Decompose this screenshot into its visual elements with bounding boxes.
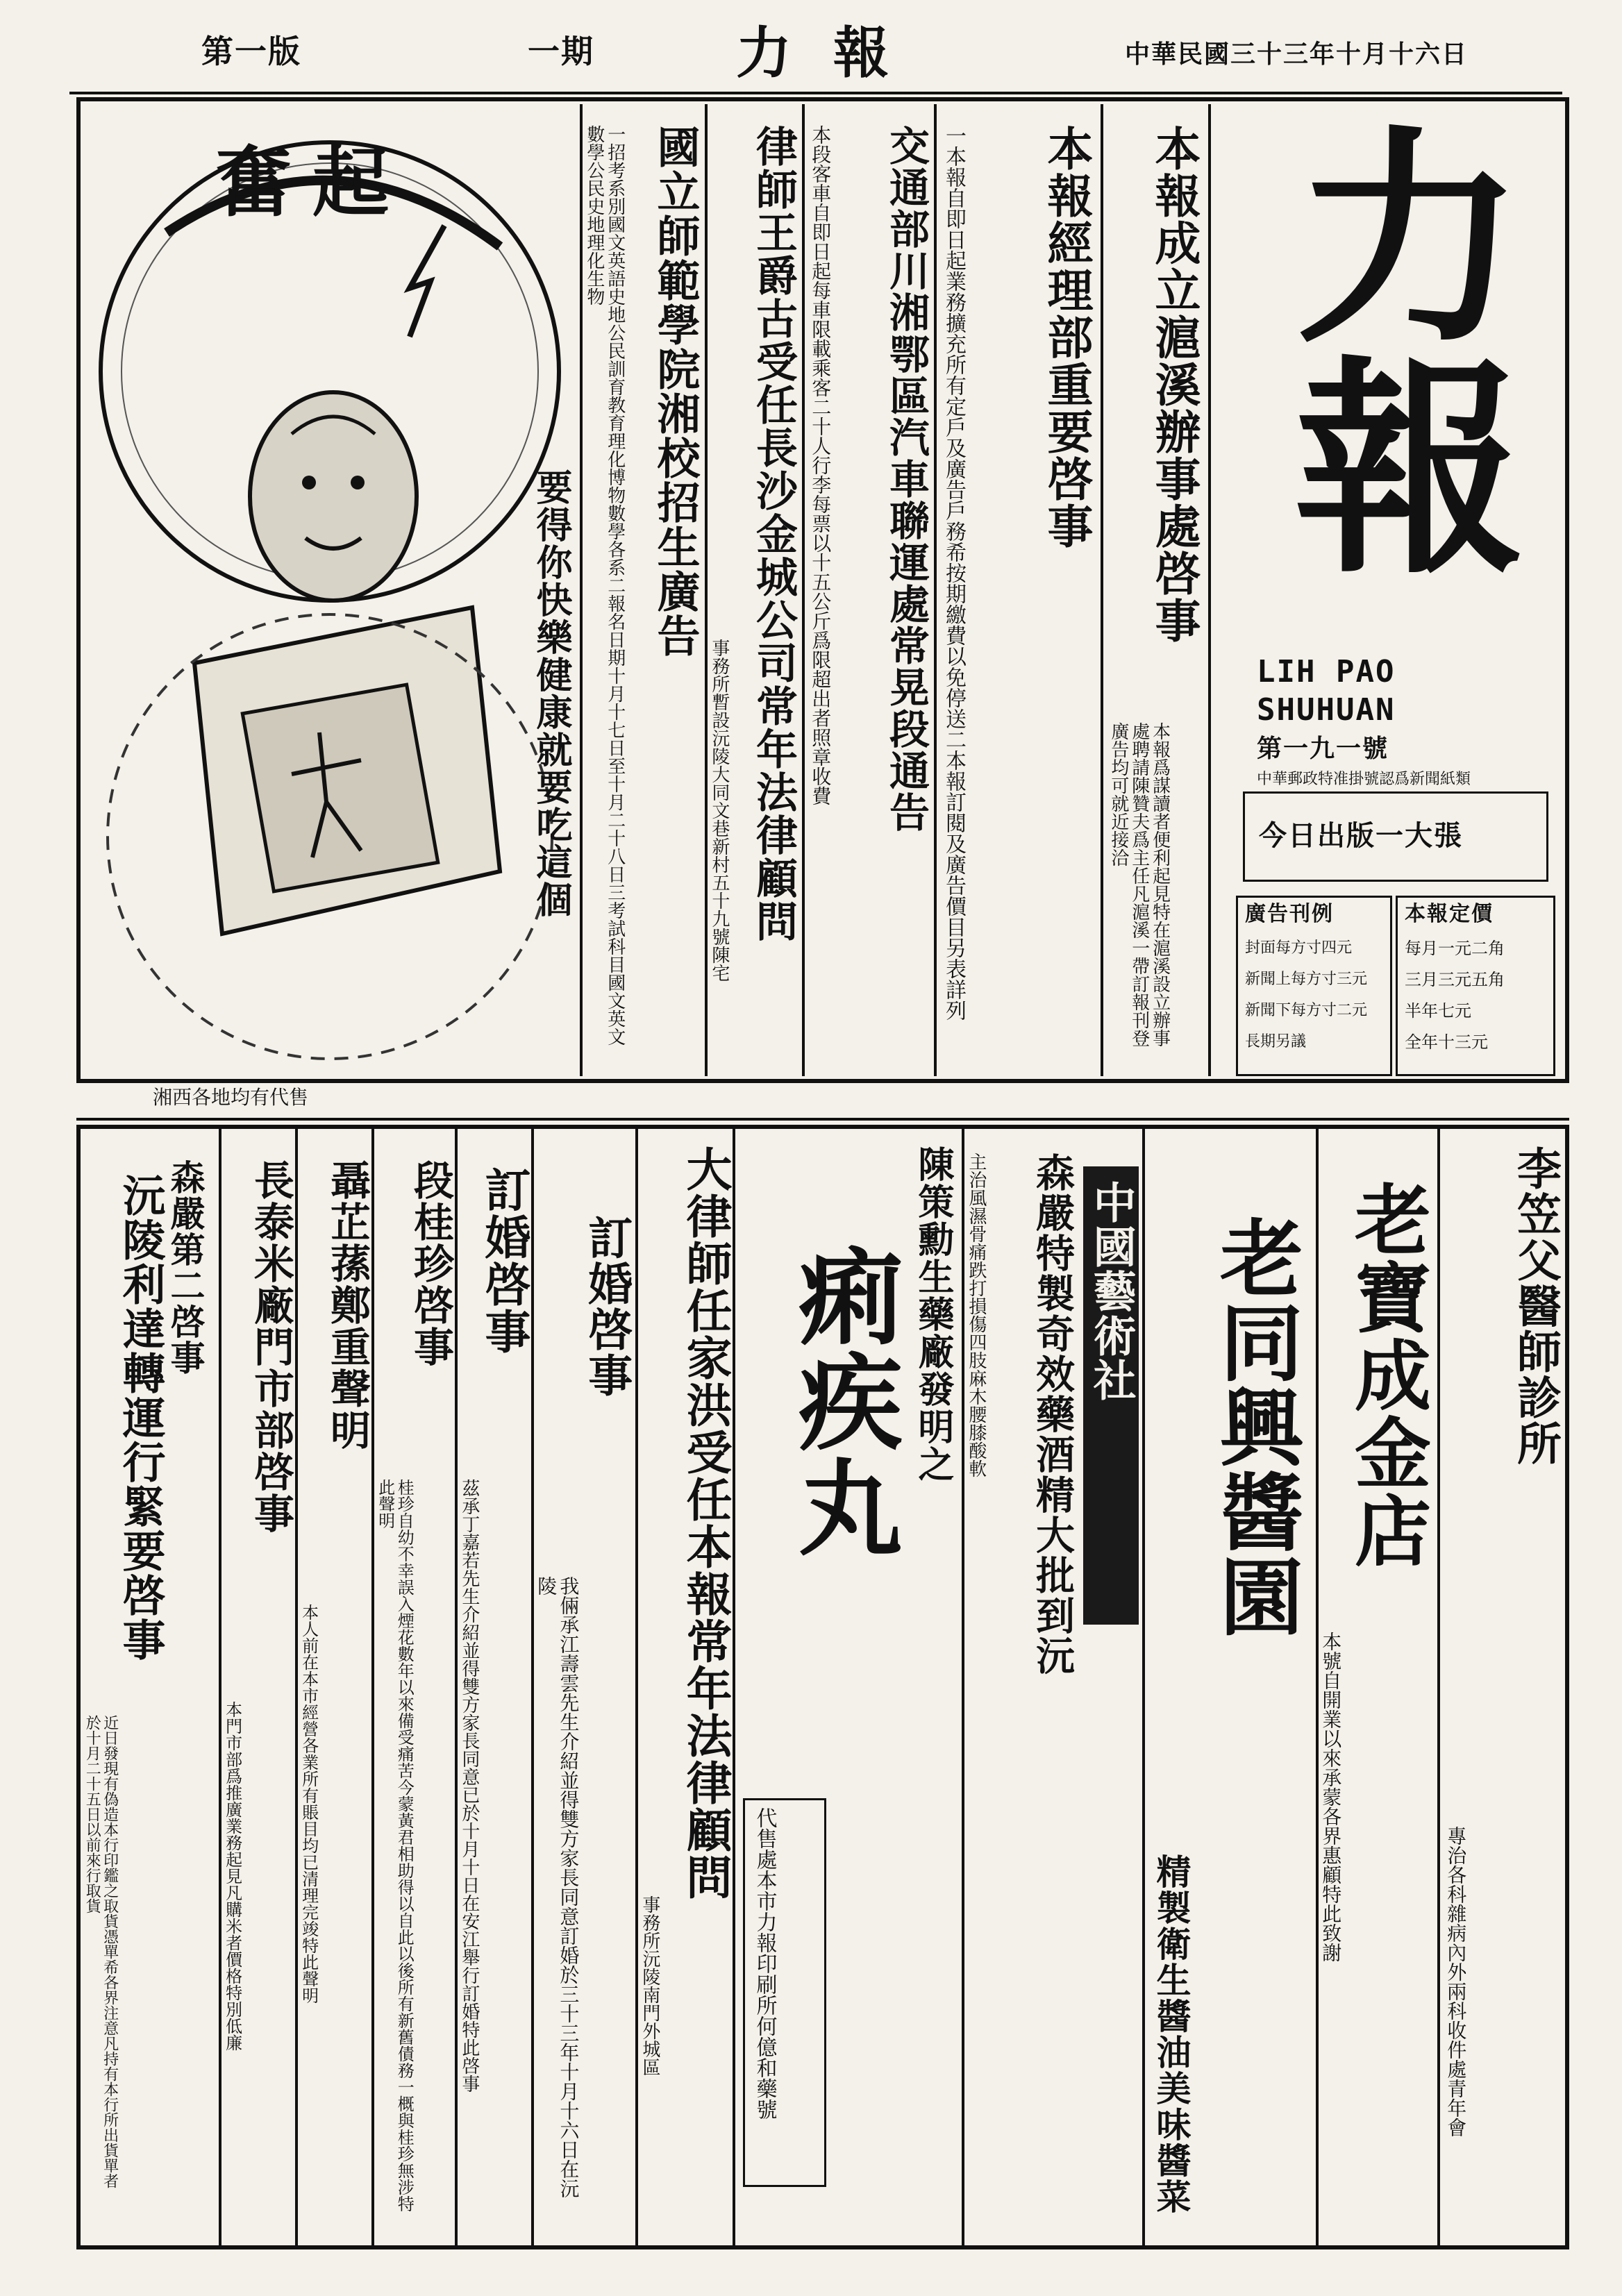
ad-li-clinic-body: 專治各科雜病內外兩科收件處青年會 <box>1444 1826 1468 2137</box>
divider <box>1316 1128 1319 2246</box>
subscription-table <box>1396 896 1555 1076</box>
notice-normal-college-title: 國立師範學院湘校招生廣告 <box>650 125 701 658</box>
ad-big-caption: 奮起 <box>215 137 410 227</box>
masthead-rule <box>69 92 1562 94</box>
illustrated-ad <box>83 108 576 1076</box>
notice-duan <box>375 1132 454 2243</box>
notice-lawyer-hong-title: 大律師任家洪受任本報常年法律顧問 <box>678 1146 733 1901</box>
divider <box>1101 104 1103 1076</box>
notice-changtai <box>222 1132 292 2243</box>
notice-transport-title: 交通部川湘鄂區汽車聯運處常晃段通告 <box>883 125 930 833</box>
notice-lawyer-wang-body: 事務所暫設沅陵大同文巷新村五十九號陳宅 <box>708 639 730 982</box>
nameplate-title: 力報 <box>1256 118 1526 579</box>
ad-li-clinic <box>1441 1132 1566 2243</box>
divider <box>455 1128 458 2246</box>
price-box <box>1243 791 1548 882</box>
divider <box>802 104 805 1076</box>
divider <box>295 1128 298 2246</box>
ad-rate-row: 封面每方寸四元 <box>1245 939 1353 957</box>
notice-normal-college <box>583 111 701 1069</box>
issue-mid: 一期 <box>528 33 594 70</box>
ad-laotong-title: 老同興醬園 <box>1206 1215 1304 1639</box>
price-text: 今日出版一大張 <box>1259 819 1463 852</box>
section-rule <box>76 1118 1569 1121</box>
notice-office-established-title: 本報成立滬溪辦事處啓事 <box>1147 125 1201 644</box>
ad-sen-yan <box>965 1132 1076 2243</box>
notice-sen-yan-2-title: 森嚴第二啓事 <box>165 1159 206 1376</box>
masthead <box>28 14 1594 90</box>
notice-manager <box>937 111 1097 1069</box>
divider <box>733 1128 735 2246</box>
ad-rate-row: 長期另議 <box>1245 1033 1307 1050</box>
subscription-row: 每月一元二角 <box>1405 939 1505 958</box>
divider <box>580 104 583 1076</box>
ad-dysentery <box>736 1132 958 2243</box>
ad-sen-yan-title: 森嚴特製奇效藥酒精大批到沅 <box>1030 1153 1076 1676</box>
ad-sen-yan-body: 主治風濕骨痛跌打損傷四肢麻木腰膝酸軟 <box>965 1153 987 1477</box>
notice-manager-title: 本報經理部重要啓事 <box>1039 125 1094 550</box>
postal-stamp-line: 中華郵政特准掛號認爲新聞紙類 <box>1257 771 1471 788</box>
ad-laotong-body: 精製衛生醬油美味醬菜 <box>1151 1854 1192 2215</box>
ad-dysentery-title: 痢疾丸 <box>780 1243 903 1559</box>
ad-li-clinic-title: 李笠父醫師診所 <box>1510 1146 1562 1466</box>
ad-illustration <box>83 108 576 1076</box>
divider <box>219 1128 221 2246</box>
notice-transport-body: 本段客車自即日起每車限載乘客二十人行李每票以十五公斤爲限超出者照章收費 <box>809 125 833 805</box>
romanized-1: LIH PAO <box>1257 654 1396 689</box>
divider <box>1437 1128 1440 2246</box>
notice-office-established <box>1104 111 1205 1069</box>
notice-normal-college-body: 一招考系別國文英語史地公民訓育教育理化博物數學各系二報名日期十月十七日至十月二十八日三考試科目國文英文數學公民史地理化生物 <box>583 125 626 1046</box>
notice-lawyer-hong-body: 事務所沅陵南門外城區 <box>639 1895 660 2076</box>
notice-marriage-1 <box>580 1132 633 2243</box>
ad-dysentery-sub: 陳策勳生藥廠發明之 <box>912 1146 954 1483</box>
ad-laotong <box>1146 1132 1312 2243</box>
subscription-row: 全年十三元 <box>1405 1032 1488 1052</box>
divider <box>962 1128 964 2246</box>
notice-yuanling-body: 近日發現有偽造本行印鑑之取貨憑單希各界注意凡持有本行所出貨單者於十月二十五日以前來行取貨 <box>83 1715 119 2188</box>
divider <box>934 104 937 1076</box>
ad-rate-table <box>1236 896 1392 1076</box>
paper-name-top: 力報 <box>736 20 930 85</box>
notice-nie-body: 本人前在本市經營各業所有賬目均已清理完竣特此聲明 <box>299 1604 319 2004</box>
ad-dysentery-agent-box <box>743 1798 826 2187</box>
divider <box>531 1128 534 2246</box>
subscription-row: 半年七元 <box>1405 1001 1471 1021</box>
notice-manager-body: 一本報自即日起業務擴充所有定戶及廣告戶務希按期繳費以免停送二本報訂閱及廣告價目另表詳列 <box>942 125 966 1021</box>
page-number-left: 第一版 <box>201 33 301 70</box>
divider <box>1142 1128 1145 2246</box>
notice-lawyer-wang-title: 律師王爵古受任長沙金城公司常年法律顧問 <box>749 125 798 943</box>
notice-marriage-1-body: 我倆承江壽雲先生介紹並得雙方家長同意訂婚於三十三年十月十六日在沅陵 <box>535 1576 580 2198</box>
divider <box>635 1128 638 2246</box>
notice-yuanling-title: 沅陵利達轉運行緊要啓事 <box>115 1173 166 1662</box>
ad-china-art-title: 中國藝術社 <box>1086 1180 1137 1402</box>
notice-sen-yan-2 <box>167 1132 215 2243</box>
notice-marriage-2 <box>458 1132 531 2243</box>
date-right: 中華民國三十三年十月十六日 <box>1125 40 1469 69</box>
ad-rate-table-title: 廣告刊例 <box>1245 902 1334 926</box>
notice-marriage-1-text <box>535 1132 583 2243</box>
notice-duan-body: 桂珍自幼不幸誤入煙花數年以來備受痛苦今蒙黃君相助得以自此以後所有新舊債務一概與桂珍無涉特此聲明 <box>375 1479 415 2212</box>
subscription-row: 三月三元五角 <box>1405 970 1505 989</box>
notice-marriage-2-body: 茲承丁嘉若先生介紹並得雙方家長同意已於十月十日在安江舉行訂婚特此啓事 <box>458 1479 480 2093</box>
notice-lawyer-wang <box>708 111 799 1069</box>
romanized-2: SHUHUAN <box>1257 692 1396 728</box>
ad-laobao-body: 本號自開業以來承蒙各界惠顧特此致謝 <box>1319 1632 1343 1962</box>
notice-marriage-1-title: 訂婚啓事 <box>580 1215 633 1398</box>
ad-laobao-title: 老寶成金店 <box>1342 1180 1432 1569</box>
notice-yuanling <box>83 1132 166 2243</box>
divider <box>705 104 708 1076</box>
ad-rate-row: 新聞下每方寸二元 <box>1245 1002 1368 1019</box>
subscription-table-title: 本報定價 <box>1405 902 1494 926</box>
notice-changtai-title: 長泰米廠門市部啓事 <box>247 1159 294 1534</box>
notice-duan-title: 段桂珍啓事 <box>407 1159 454 1368</box>
nameplate <box>1222 104 1562 798</box>
ad-rate-row: 新聞上每方寸三元 <box>1245 971 1368 988</box>
ad-china-art <box>1083 1166 1139 1625</box>
notice-nie <box>299 1132 371 2243</box>
ad-slogan: 要得你快樂健康就要吃這個 <box>530 469 572 919</box>
divider <box>1208 104 1211 1076</box>
ad-footer: 湘西各地均有代售 <box>153 1086 309 1109</box>
ad-dysentery-agent: 代售處本市力報印刷所何億和藥號 <box>752 1807 777 2120</box>
notice-marriage-2-title: 訂婚啓事 <box>477 1166 531 1355</box>
notice-office-established-body: 本報爲謀讀者便利起見特在滬溪設立辦事處聘請陳贊夫爲主任凡滬溪一帶訂報刊登廣告均可就近接洽 <box>1107 722 1171 1047</box>
ad-laobao <box>1319 1132 1434 2243</box>
notice-nie-title: 聶芷蓀鄭重聲明 <box>324 1159 371 1451</box>
notice-transport <box>805 111 930 1069</box>
divider <box>371 1128 374 2246</box>
notice-changtai-body: 本門市部爲推廣業務起見凡購米者價格特別低廉 <box>222 1701 242 2051</box>
notice-lawyer-hong <box>639 1132 733 2243</box>
issue-number: 第一九一號 <box>1257 734 1389 763</box>
